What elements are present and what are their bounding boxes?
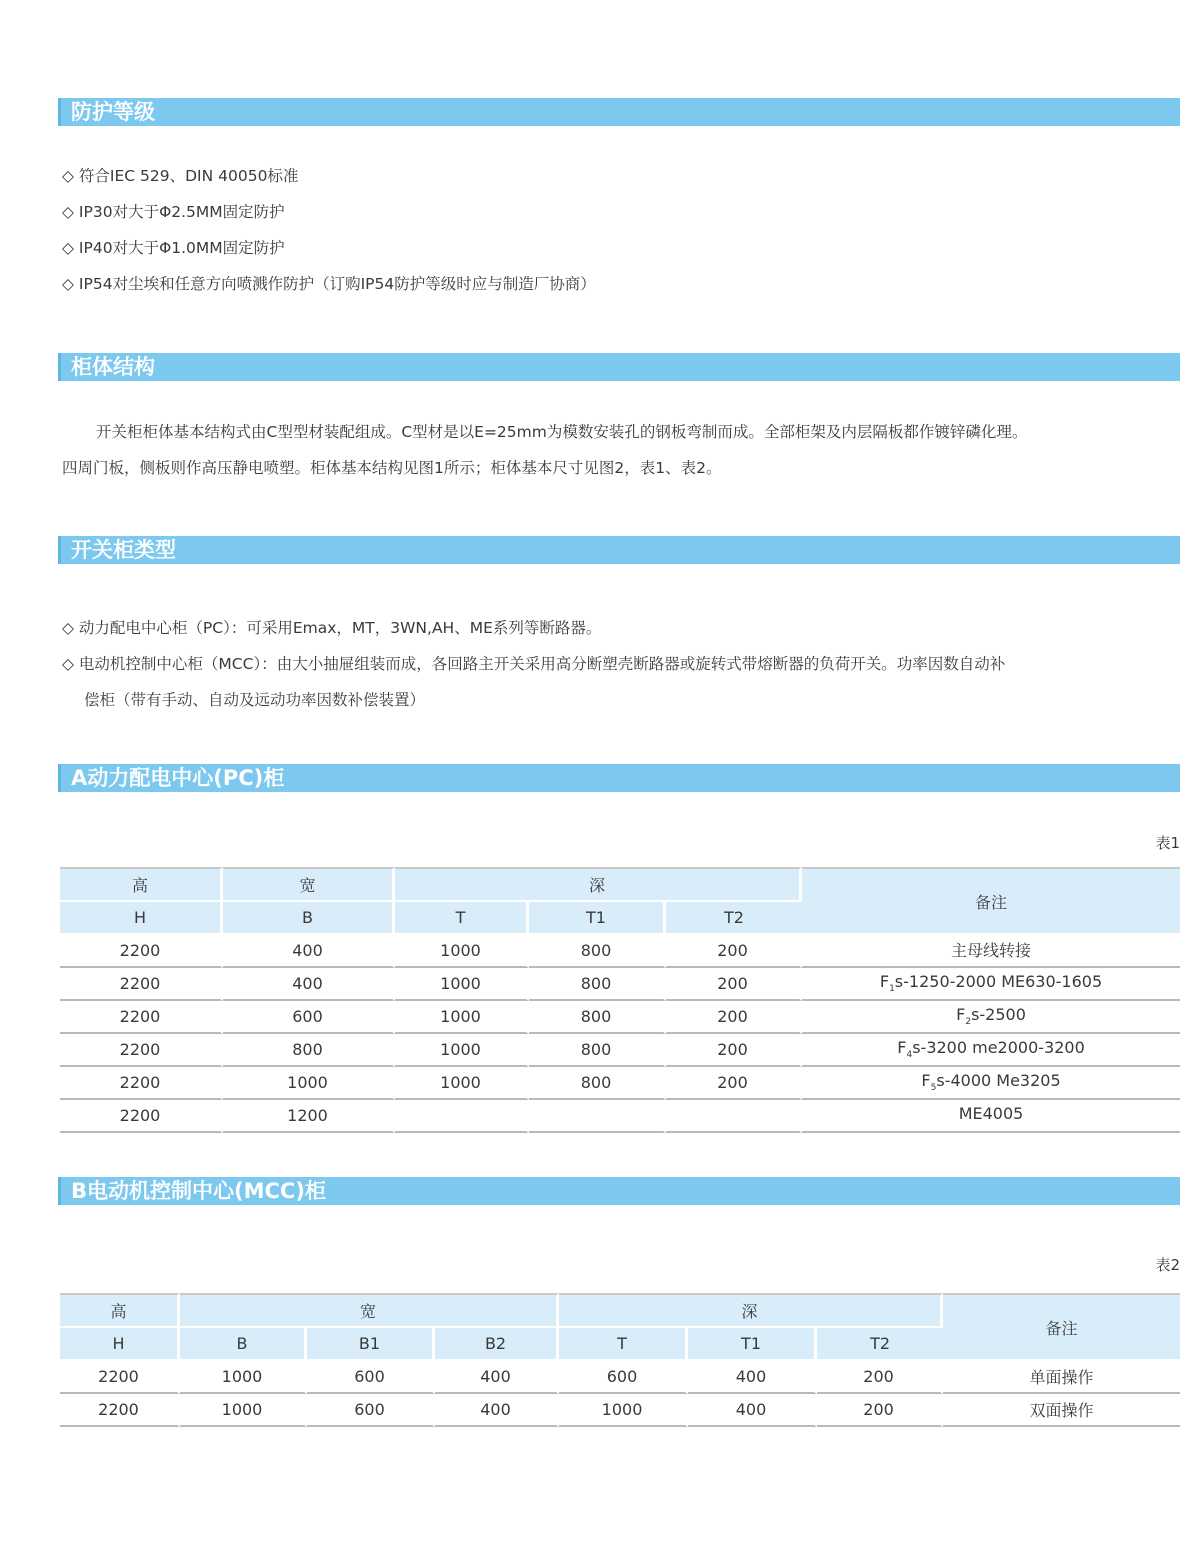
remark-cell: $F_5s-4000$ Me3205	[802, 1067, 1180, 1100]
header-t1: T1	[688, 1328, 817, 1361]
header-width: 宽	[223, 867, 395, 902]
paragraph-line: 开关柜柜体基本结构式由C型型材装配组成。C型材是以E=25mm为模数安装孔的钢板弯制而成。全部柜架及内层隔板都作镀锌磷化理。	[96, 423, 1028, 441]
header-height: 高	[60, 867, 223, 902]
table-row: 2200 800 1000 800 200 $F_4s-3200$ me2000-3200	[60, 1034, 1180, 1067]
table-row: 2200 400 1000 800 200 $F_1s-1250-2000$ ME630-1605	[60, 968, 1180, 1001]
header-b: B	[180, 1328, 307, 1361]
header-t2: T2	[817, 1328, 943, 1361]
section-header-structure	[58, 353, 1180, 381]
header-h: H	[60, 902, 223, 935]
header-b: B	[223, 902, 395, 935]
header-depth: 深	[395, 867, 802, 902]
diamond-bullet-icon: ◇	[62, 167, 74, 185]
section-title: A动力配电中心(PC)柜	[71, 766, 285, 790]
remark-cell: $F_4s-3200$ me2000-3200	[802, 1034, 1180, 1067]
section-title: 柜体结构	[71, 355, 155, 379]
type-item: ◇ 动力配电中心柜（PC）：可采用Emax，MT，3WN,AH、ME系列等断路器。	[62, 619, 602, 637]
header-t1: T1	[529, 902, 666, 935]
protection-item: ◇ IP54对尘埃和任意方向喷溅作防护（订购IP54防护等级时应与制造厂协商）	[62, 275, 596, 293]
diamond-bullet-icon: ◇	[62, 655, 74, 673]
table1-label: 表1	[1155, 834, 1180, 852]
diamond-bullet-icon: ◇	[62, 275, 74, 293]
section-header-pc	[58, 764, 1180, 792]
structure-paragraph	[62, 414, 1180, 486]
table-row: 2200 600 1000 800 200 $F_2s-2500$	[60, 1001, 1180, 1034]
remark-cell: $F_1s-1250-2000$ ME630-1605	[802, 968, 1180, 1001]
header-height: 高	[60, 1293, 180, 1328]
table2-label: 表2	[1155, 1256, 1180, 1274]
header-t: T	[395, 902, 529, 935]
section-title: 开关柜类型	[71, 538, 176, 562]
remark-cell: 主母线转接	[802, 935, 1180, 968]
header-t: T	[559, 1328, 688, 1361]
table-row: 2200 1000 600 400 600 400 200 单面操作	[60, 1361, 1180, 1394]
table-row: 2200 1200 ME4005	[60, 1100, 1180, 1133]
pc-dimension-table	[60, 867, 1180, 1133]
type-item: ◇ 电动机控制中心柜（MCC）：由大小抽屉组装而成，各回路主开关采用高分断塑壳断路器或旋转式带熔断器的负荷开关。功率因数自动补	[62, 655, 1006, 673]
diamond-bullet-icon: ◇	[62, 203, 74, 221]
protection-item: ◇ 符合IEC 529、DIN 40050标准	[62, 167, 299, 185]
header-depth: 深	[559, 1293, 943, 1328]
paragraph-line: 四周门板，侧板则作高压静电喷塑。柜体基本结构见图1所示；柜体基本尺寸见图2，表1、表2。	[62, 459, 722, 477]
section-header-types	[58, 536, 1180, 564]
section-header-mcc	[58, 1177, 1180, 1205]
header-remark: 备注	[802, 867, 1180, 935]
table-row: 2200 1000 600 400 1000 400 200 双面操作	[60, 1394, 1180, 1427]
header-b1: B1	[307, 1328, 435, 1361]
header-h: H	[60, 1328, 180, 1361]
diamond-bullet-icon: ◇	[62, 239, 74, 257]
header-remark: 备注	[943, 1293, 1180, 1361]
remark-cell: $F_2s-2500$	[802, 1001, 1180, 1034]
table-row: 2200 400 1000 800 200 主母线转接	[60, 935, 1180, 968]
diamond-bullet-icon: ◇	[62, 619, 74, 637]
type-item-continuation: 偿柜（带有手动、自动及远动功率因数补偿装置）	[84, 691, 426, 709]
header-width: 宽	[180, 1293, 559, 1328]
section-title: 防护等级	[71, 100, 155, 124]
header-t2: T2	[666, 902, 802, 935]
mcc-dimension-table	[60, 1293, 1180, 1427]
remark-cell: ME4005	[802, 1100, 1180, 1133]
section-header-protection	[58, 98, 1180, 126]
protection-item: ◇ IP30对大于Φ2.5MM固定防护	[62, 203, 285, 221]
section-title: B电动机控制中心(MCC)柜	[71, 1179, 326, 1203]
table-row: 2200 1000 1000 800 200 $F_5s-4000$ Me3205	[60, 1067, 1180, 1100]
protection-item: ◇ IP40对大于Φ1.0MM固定防护	[62, 239, 285, 257]
header-b2: B2	[435, 1328, 559, 1361]
